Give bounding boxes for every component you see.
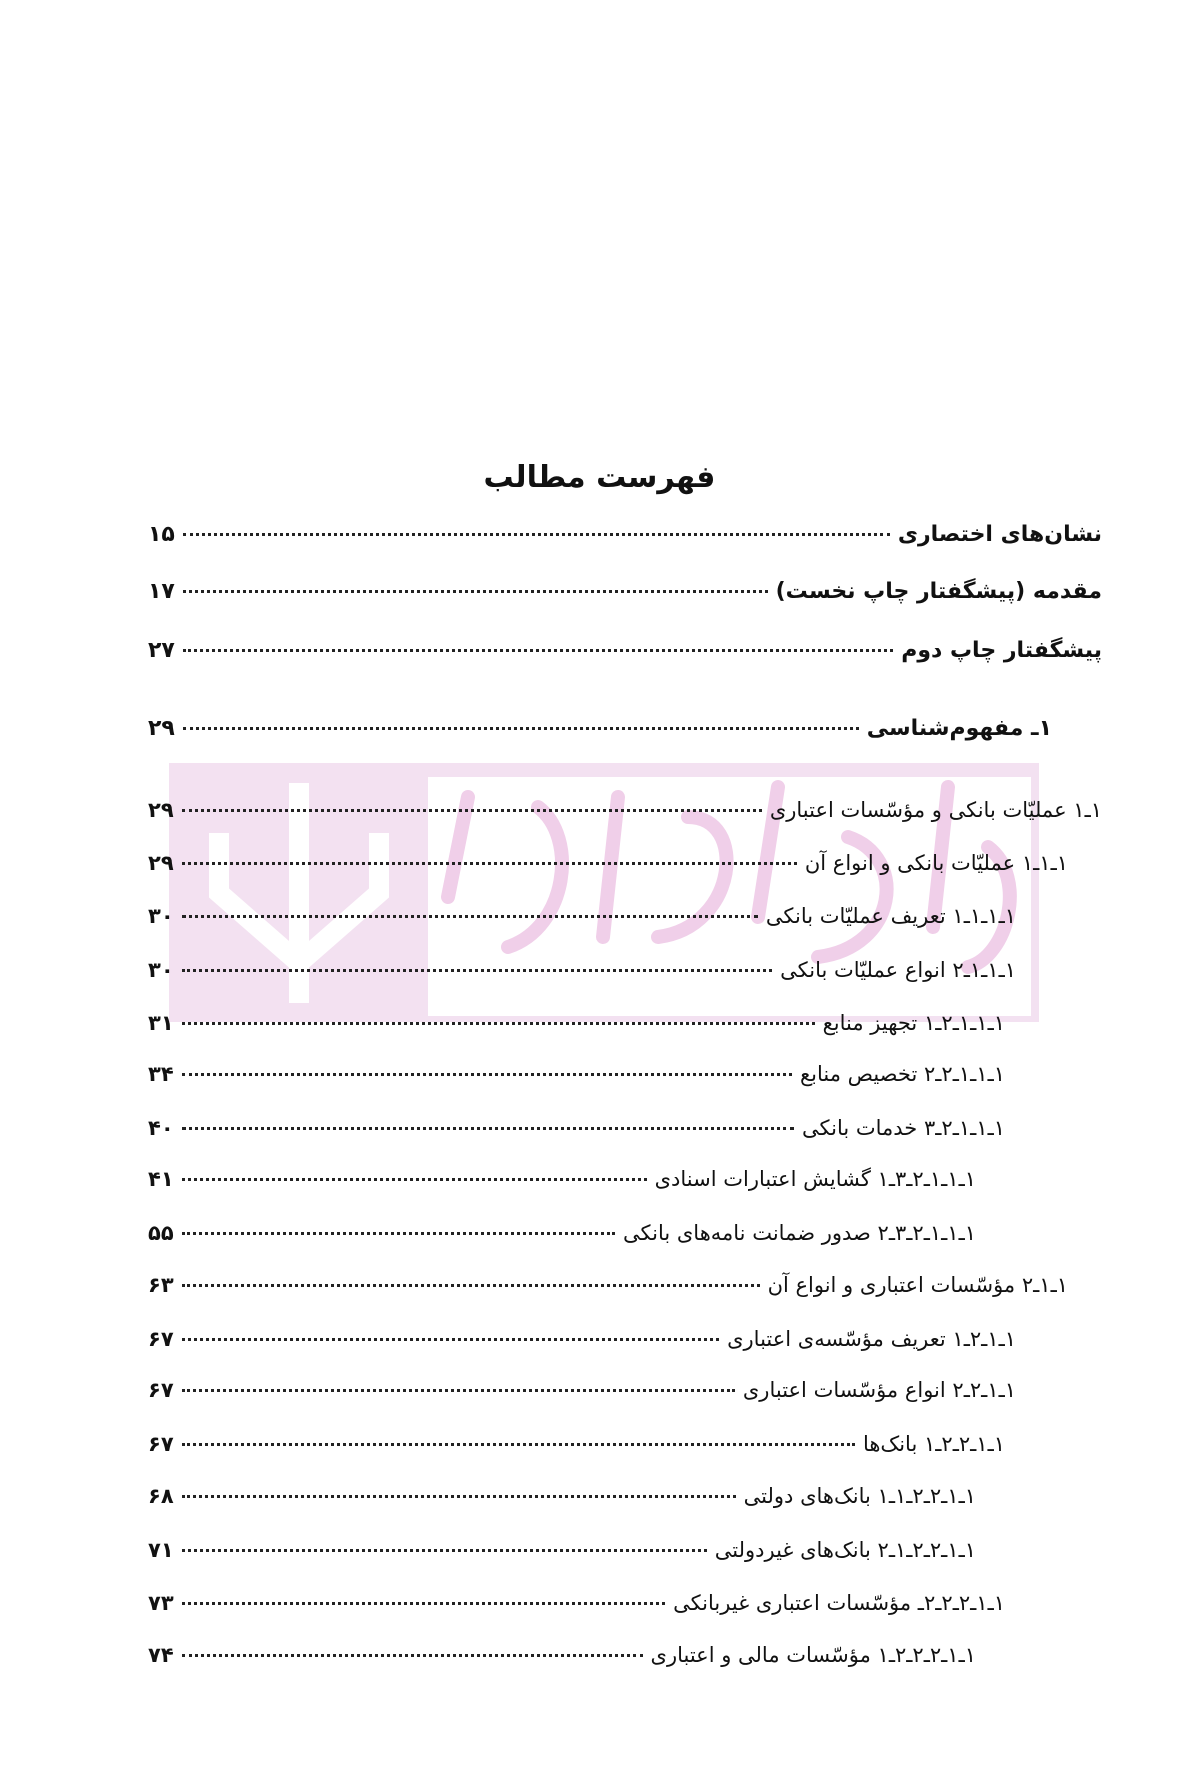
toc-entry-title: نشان‌های اختصاری <box>897 522 1102 547</box>
dot-leader <box>182 1022 815 1025</box>
dot-leader <box>182 1073 792 1076</box>
dot-leader <box>182 1654 643 1657</box>
toc-entry[interactable] <box>148 1116 1005 1150</box>
dot-leader <box>182 1127 794 1130</box>
toc-entry-title: ۱ـ۱ـ۲ـ۲ـ۲ـ مؤسّسات اعتباری غیربانکی <box>673 1591 1005 1615</box>
toc-entry-title: ۱ـ۱ـ۱ـ۲ـ۳ـ۲ صدور ضمانت نامه‌های بانکی <box>623 1221 976 1245</box>
toc-entry[interactable] <box>148 1484 976 1518</box>
toc-page-number: ۳۰ <box>148 958 174 982</box>
toc-page-number: ۷۳ <box>148 1591 174 1615</box>
toc-page-number: ۶۸ <box>148 1484 174 1508</box>
dot-leader <box>182 915 758 918</box>
dot-leader <box>183 727 859 730</box>
toc-page-number: ۲۹ <box>148 851 174 875</box>
toc-page-number: ۲۹ <box>148 716 175 741</box>
toc-entry[interactable] <box>148 1062 1005 1096</box>
toc-page-number: ۶۷ <box>148 1378 174 1402</box>
dot-leader <box>182 1338 719 1341</box>
dot-leader <box>182 1389 735 1392</box>
toc-page-number: ۶۳ <box>148 1273 174 1297</box>
dot-leader <box>183 590 768 593</box>
toc-page-number: ۲۷ <box>148 638 175 663</box>
toc-entry[interactable] <box>148 1011 1005 1045</box>
toc-entry-title: ۱ـ۱ـ۲ـ۲ انواع مؤسّسات اعتباری <box>742 1378 1016 1402</box>
toc-entry[interactable] <box>148 1221 976 1255</box>
dot-leader <box>182 1232 615 1235</box>
toc-page-number: ۴۱ <box>148 1167 174 1191</box>
dot-leader <box>182 1443 855 1446</box>
toc-entry[interactable] <box>148 1167 976 1201</box>
toc-entry[interactable] <box>148 1643 976 1677</box>
toc-entry-title: ۱ـ۱ عملیّات بانکی و مؤسّسات اعتباری <box>769 798 1102 822</box>
toc-entry[interactable] <box>148 958 1016 992</box>
toc-page-number: ۱۵ <box>148 522 175 547</box>
dot-leader <box>182 1178 647 1181</box>
dot-leader <box>182 1284 760 1287</box>
toc-entry[interactable] <box>148 851 1068 885</box>
toc-entry-title: ۱ـ۱ـ۱ـ۲ـ۱ تجهیز منابع <box>822 1011 1005 1035</box>
toc-entry-title: ۱ـ۱ـ۲ـ۲ـ۱ بانک‌ها <box>862 1432 1005 1456</box>
dot-leader <box>182 809 762 812</box>
toc-entry[interactable] <box>148 1273 1068 1307</box>
toc-entry[interactable] <box>148 1432 1005 1466</box>
toc-entry-title: ۱ـ۱ـ۱ـ۲ـ۲ تخصیص منابع <box>799 1062 1005 1086</box>
toc-entry[interactable] <box>148 904 1016 938</box>
dot-leader <box>182 862 797 865</box>
toc-entry[interactable] <box>148 522 1102 556</box>
dot-leader <box>182 1549 707 1552</box>
toc-page-number: ۴۰ <box>148 1116 174 1140</box>
toc-entry-title: مقدمه (پیشگفتار چاپ نخست) <box>775 579 1102 604</box>
toc-entry-title: ۱ـ۱ـ۲ـ۱ تعریف مؤسّسه‌ی اعتباری <box>727 1327 1016 1351</box>
toc-page-number: ۱۷ <box>148 579 175 604</box>
toc-entry[interactable] <box>148 716 1052 750</box>
dot-leader <box>182 1495 736 1498</box>
toc-page-number: ۷۴ <box>148 1643 174 1667</box>
toc-page-number: ۲۹ <box>148 798 174 822</box>
toc-entry-title: ۱ـ۱ـ۲ـ۲ـ۱ـ۱ بانک‌های دولتی <box>743 1484 976 1508</box>
page-title: فهرست مطالب <box>483 460 716 495</box>
dot-leader <box>183 533 890 536</box>
toc-entry[interactable] <box>148 638 1102 672</box>
toc-entry[interactable] <box>148 798 1102 832</box>
toc-page-number: ۵۵ <box>148 1221 174 1245</box>
toc-entry-title: ۱ـ۱ـ۱ـ۲ـ۳ـ۱ گشایش اعتبارات اسنادی <box>654 1167 976 1191</box>
toc-entry-title: ۱ـ۱ـ۱ عملیّات بانکی و انواع آن <box>804 851 1068 875</box>
dot-leader <box>182 969 773 972</box>
toc-entry-title: ۱ـ۱ـ۲ـ۲ـ۲ـ۱ مؤسّسات مالی و اعتباری <box>650 1643 976 1667</box>
toc-entry[interactable] <box>148 1591 1005 1625</box>
toc-entry[interactable] <box>148 579 1102 613</box>
toc-entry[interactable] <box>148 1378 1016 1412</box>
toc-page-number: ۳۰ <box>148 904 174 928</box>
toc-page-number: ۶۷ <box>148 1432 174 1456</box>
toc-entry-title: ۱ـ۱ـ۱ـ۲ انواع عملیّات بانکی <box>780 958 1016 982</box>
toc-entry[interactable] <box>148 1538 976 1572</box>
toc-page-number: ۳۱ <box>148 1011 174 1035</box>
toc-page-number: ۳۴ <box>148 1062 174 1086</box>
toc-entry-title: پیشگفتار چاپ دوم <box>901 638 1102 663</box>
toc-entry[interactable] <box>148 1327 1016 1361</box>
dot-leader <box>183 649 893 652</box>
toc-entry-title: ۱ـ۱ـ۱ـ۱ تعریف عملیّات بانکی <box>765 904 1016 928</box>
toc-page-number: ۶۷ <box>148 1327 174 1351</box>
toc-entry-title: ۱ـ مفهوم‌شناسی <box>866 716 1052 741</box>
toc-page-number: ۷۱ <box>148 1538 174 1562</box>
toc-entry-title: ۱ـ۱ـ۲ـ۲ـ۱ـ۲ بانک‌های غیردولتی <box>714 1538 976 1562</box>
dot-leader <box>182 1602 665 1605</box>
toc-entry-title: ۱ـ۱ـ۱ـ۲ـ۳ خدمات بانکی <box>802 1116 1005 1140</box>
toc-entry-title: ۱ـ۱ـ۲ مؤسّسات اعتباری و انواع آن <box>767 1273 1068 1297</box>
